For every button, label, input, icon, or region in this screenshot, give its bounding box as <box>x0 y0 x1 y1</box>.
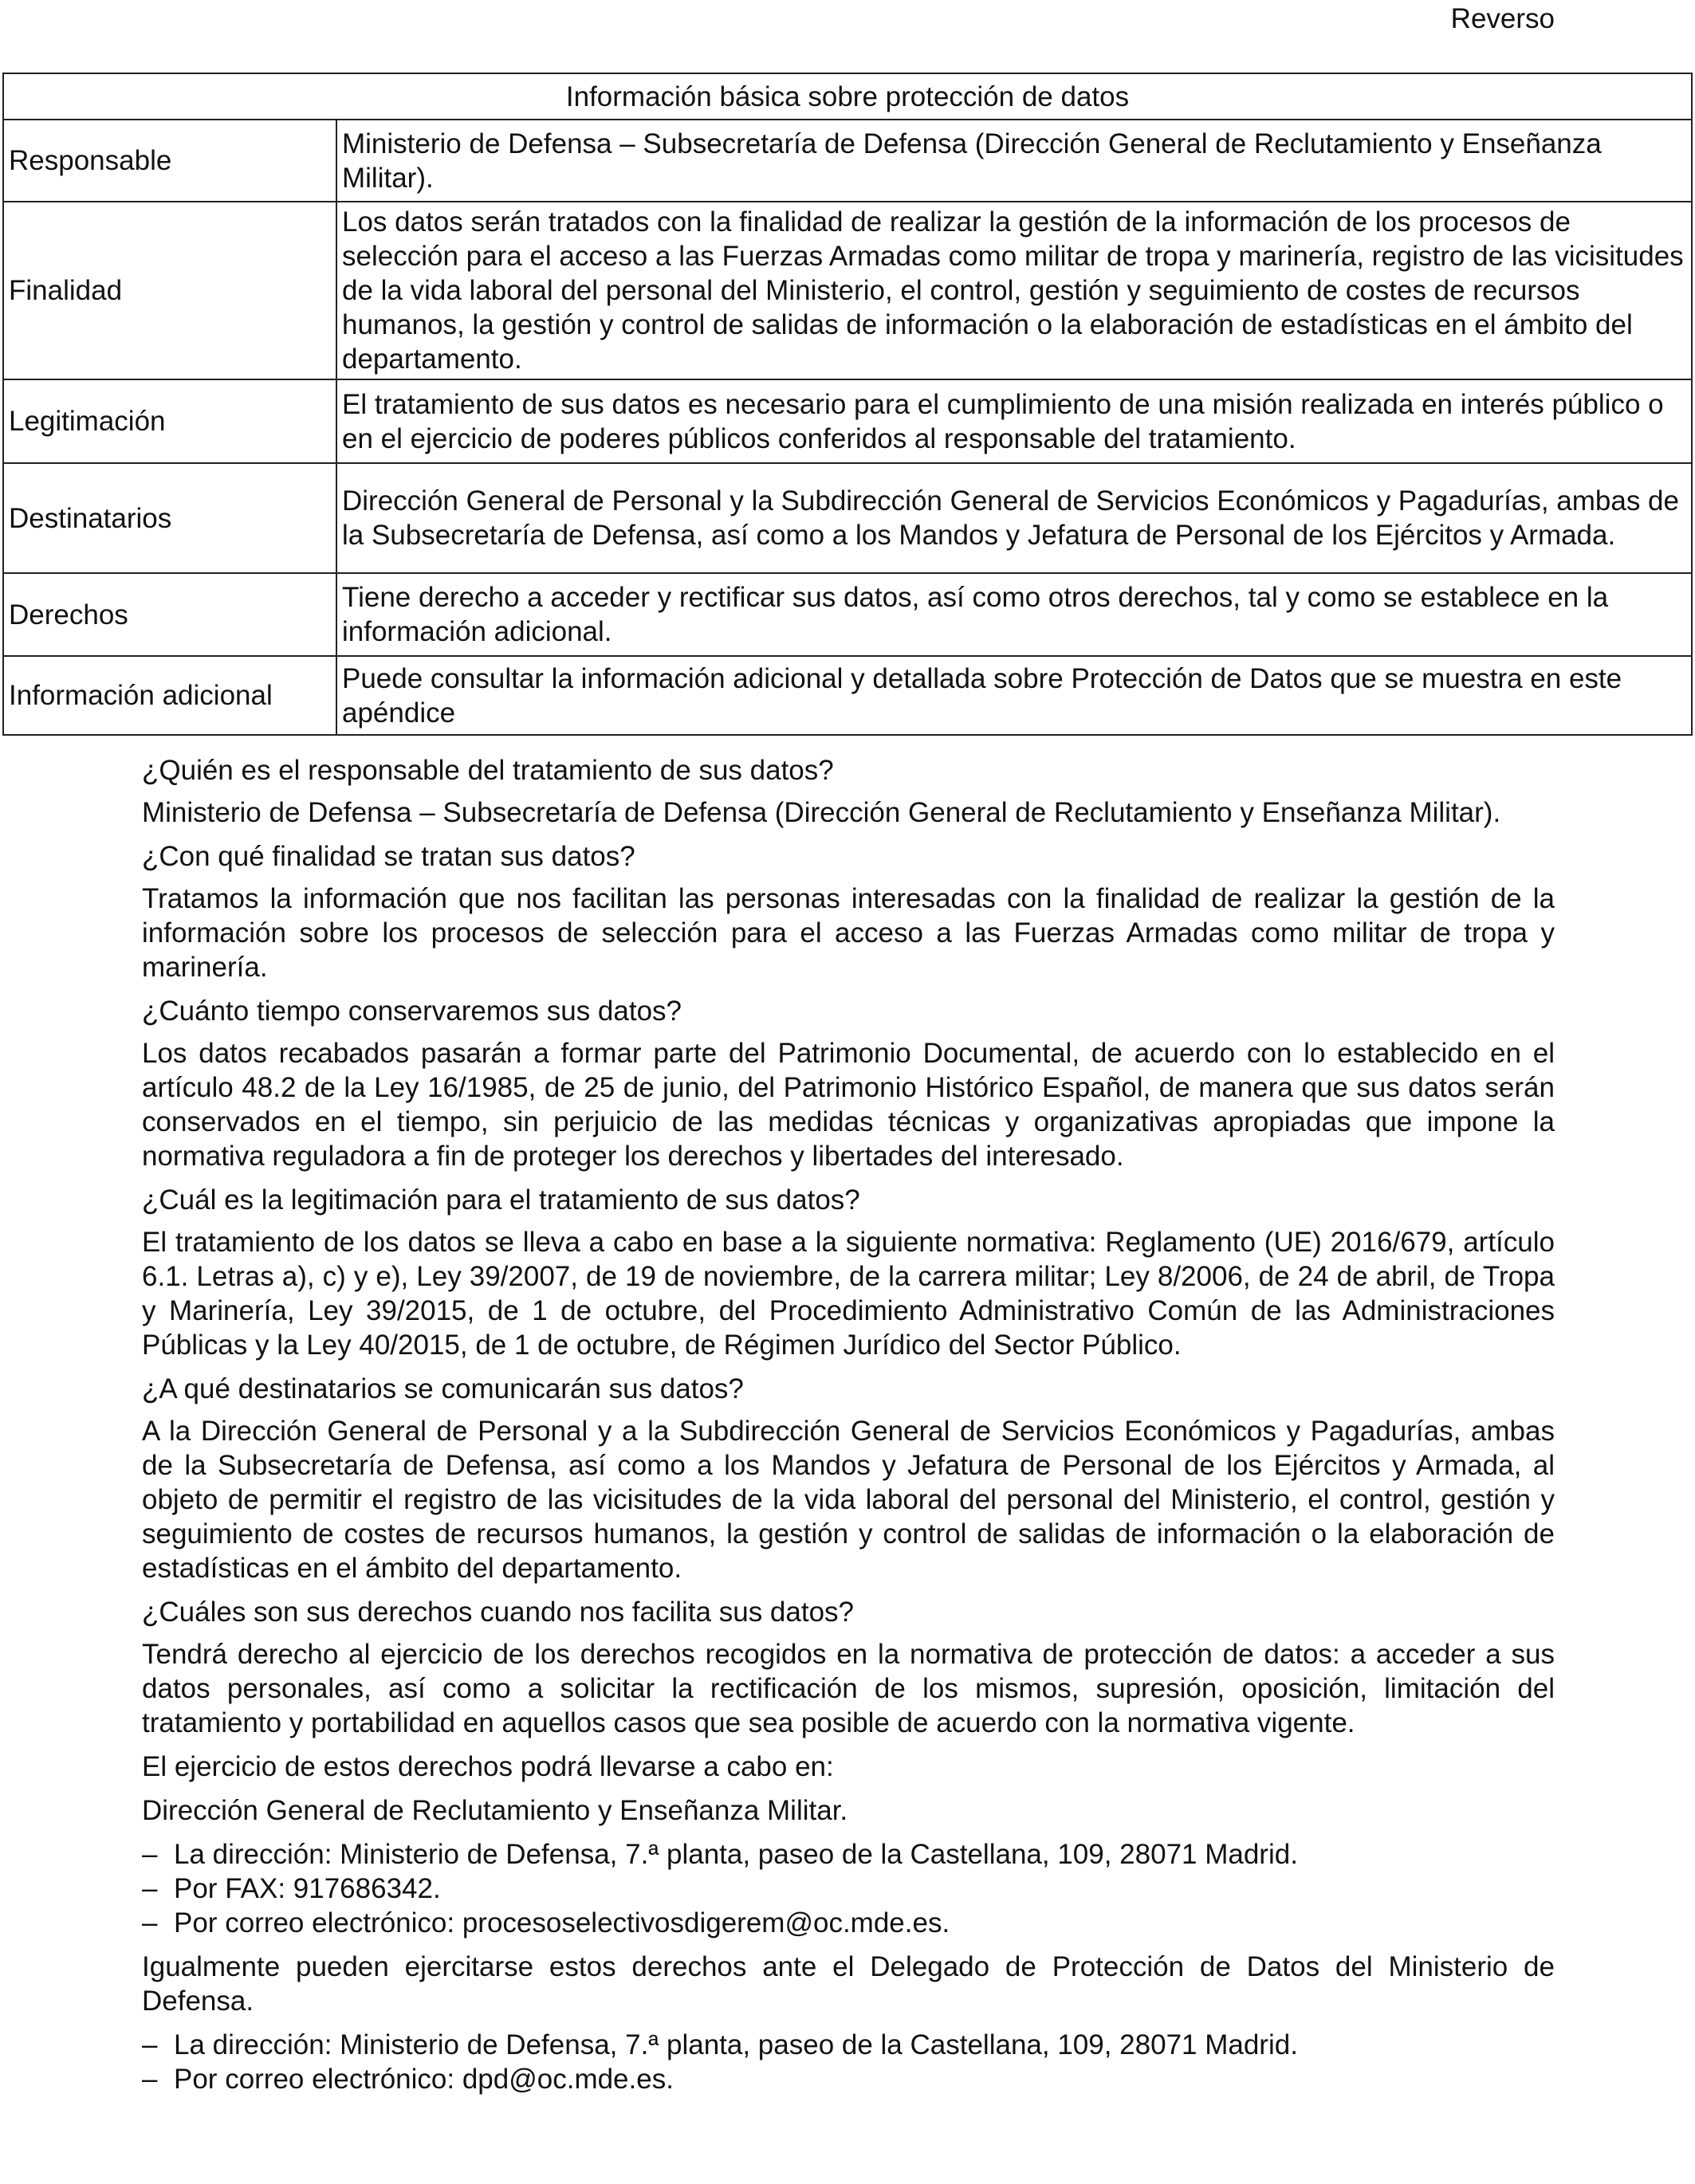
list-item <box>142 1906 1555 1940</box>
row-value: Ministerio de Defensa – Subsecretaría de Defensa (Dirección General de Reclutamiento y Enseñanza Militar). <box>336 120 1692 202</box>
answer-paragraph: El tratamiento de los datos se lleva a cabo en base a la siguiente normativa: Reglamento (UE) 2016/679, artículo 6.1. Letras a), c) y e), Ley 39/2007, de 19 de noviembre, de la carrera militar; Ley 8/2006, de 24 de abril, de Tropa y Marinería, Ley 39/2015, de 1 de octubre, del Procedimiento Administrativo Común de las Administraciones Públicas y la Ley 40/2015, de 1 de octubre, de Régimen Jurídico del Sector Público. <box>142 1227 1555 1361</box>
row-value: El tratamiento de sus datos es necesario para el cumplimiento de una misión realizada en interés público o en el ejercicio de poderes públicos conferidos al responsable del tratamiento. <box>336 379 1692 463</box>
table-row <box>3 379 1692 463</box>
dpo-contact-list <box>142 2028 1555 2096</box>
contact-list <box>142 1837 1555 1940</box>
question-heading: ¿Cuál es la legitimación para el tratamiento de sus datos? <box>142 1184 860 1216</box>
question-heading: ¿Con qué finalidad se tratan sus datos? <box>142 841 635 872</box>
row-label: Legitimación <box>3 379 336 463</box>
row-label: Finalidad <box>3 202 336 379</box>
list-item-text: Por FAX: 917686342. <box>174 1873 441 1904</box>
paragraph: Igualmente pueden ejercitarse estos derechos ante el Delegado de Protección de Datos del Ministerio de Defensa. <box>142 1951 1555 2017</box>
dash-bullet: – <box>142 2064 158 2095</box>
list-item <box>142 2062 1555 2096</box>
list-item <box>142 1872 1555 1906</box>
dash-bullet: – <box>142 2029 158 2060</box>
additional-info-section <box>142 753 1555 2106</box>
answer-paragraph: A la Dirección General de Personal y a la Subdirección General de Servicios Económicos y Pagadurías, ambas de la Subsecretaría de Defensa, así como a los Mandos y Jefatura de Personal de los Ejércitos y Armada, al objeto de permitir el registro de las vicisitudes de la vida laboral del personal del Ministerio, el control, gestión y seguimiento de costes de recursos humanos, la gestión y control de salidas de información o la elaboración de estadísticas en el ámbito del departamento. <box>142 1416 1555 1584</box>
question-heading: ¿A qué destinatarios se comunicarán sus datos? <box>142 1373 744 1404</box>
table-row <box>3 202 1692 379</box>
table-row <box>3 120 1692 202</box>
table-row <box>3 573 1692 656</box>
answer-paragraph: Ministerio de Defensa – Subsecretaría de Defensa (Dirección General de Reclutamiento y Enseñanza Militar). <box>142 797 1501 828</box>
list-item-text: La dirección: Ministerio de Defensa, 7.ª planta, paseo de la Castellana, 109, 28071 Madrid. <box>174 2029 1298 2060</box>
list-item <box>142 1837 1555 1872</box>
row-value: Dirección General de Personal y la Subdirección General de Servicios Económicos y Pagadurías, ambas de la Subsecretaría de Defensa, así como a los Mandos y Jefatura de Personal de los Ejércitos y Armada. <box>336 463 1692 573</box>
question-heading: ¿Cuánto tiempo conservaremos sus datos? <box>142 996 682 1027</box>
table-header-row <box>3 73 1692 120</box>
row-value: Puede consultar la información adicional y detallada sobre Protección de Datos que se muestra en este apéndice <box>336 656 1692 735</box>
dash-bullet: – <box>142 1839 158 1870</box>
list-item-text: Por correo electrónico: procesoselectivosdigerem@oc.mde.es. <box>174 1907 950 1938</box>
list-item-text: La dirección: Ministerio de Defensa, 7.ª planta, paseo de la Castellana, 109, 28071 Madrid. <box>174 1839 1298 1870</box>
row-label: Responsable <box>3 120 336 202</box>
question-heading: ¿Quién es el responsable del tratamiento de sus datos? <box>142 755 834 786</box>
row-value: Tiene derecho a acceder y rectificar sus datos, así como otros derechos, tal y como se establece en la información adicional. <box>336 573 1692 656</box>
row-label: Derechos <box>3 573 336 656</box>
data-protection-table <box>2 73 1693 736</box>
answer-paragraph: Tratamos la información que nos facilitan las personas interesadas con la finalidad de realizar la gestión de la información sobre los procesos de selección para el acceso a las Fuerzas Armadas como militar de tropa y marinería. <box>142 883 1555 983</box>
paragraph: Dirección General de Reclutamiento y Enseñanza Militar. <box>142 1795 848 1826</box>
table-row <box>3 463 1692 573</box>
row-label: Información adicional <box>3 656 336 735</box>
paragraph: El ejercicio de estos derechos podrá llevarse a cabo en: <box>142 1751 834 1782</box>
table-title: Información básica sobre protección de datos <box>3 73 1692 120</box>
list-item <box>142 2028 1555 2062</box>
table-row <box>3 656 1692 735</box>
question-heading: ¿Cuáles son sus derechos cuando nos facilita sus datos? <box>142 1597 855 1628</box>
list-item-text: Por correo electrónico: dpd@oc.mde.es. <box>174 2064 674 2095</box>
page-side-label: Reverso <box>1450 3 1555 34</box>
dash-bullet: – <box>142 1873 158 1904</box>
dash-bullet: – <box>142 1907 158 1938</box>
row-value: Los datos serán tratados con la finalidad de realizar la gestión de la información de los procesos de selección para el acceso a las Fuerzas Armadas como militar de tropa y marinería, registro de las vicisitudes de la vida laboral del personal del Ministerio, el control, gestión y seguimiento de costes de recursos humanos, la gestión y control de salidas de información o la elaboración de estadísticas en el ámbito del departamento. <box>336 202 1692 379</box>
row-label: Destinatarios <box>3 463 336 573</box>
answer-paragraph: Tendrá derecho al ejercicio de los derechos recogidos en la normativa de protección de datos: a acceder a sus datos personales, así como a solicitar la rectificación de los mismos, supresión, oposición, limitación del tratamiento y portabilidad en aquellos casos que sea posible de acuerdo con la normativa vigente. <box>142 1639 1555 1738</box>
answer-paragraph: Los datos recabados pasarán a formar parte del Patrimonio Documental, de acuerdo con lo establecido en el artículo 48.2 de la Ley 16/1985, de 25 de junio, del Patrimonio Histórico Español, de manera que sus datos serán conservados en el tiempo, sin perjuicio de las medidas técnicas y organizativas apropiadas que impone la normativa reguladora a fin de proteger los derechos y libertades del interesado. <box>142 1038 1555 1172</box>
